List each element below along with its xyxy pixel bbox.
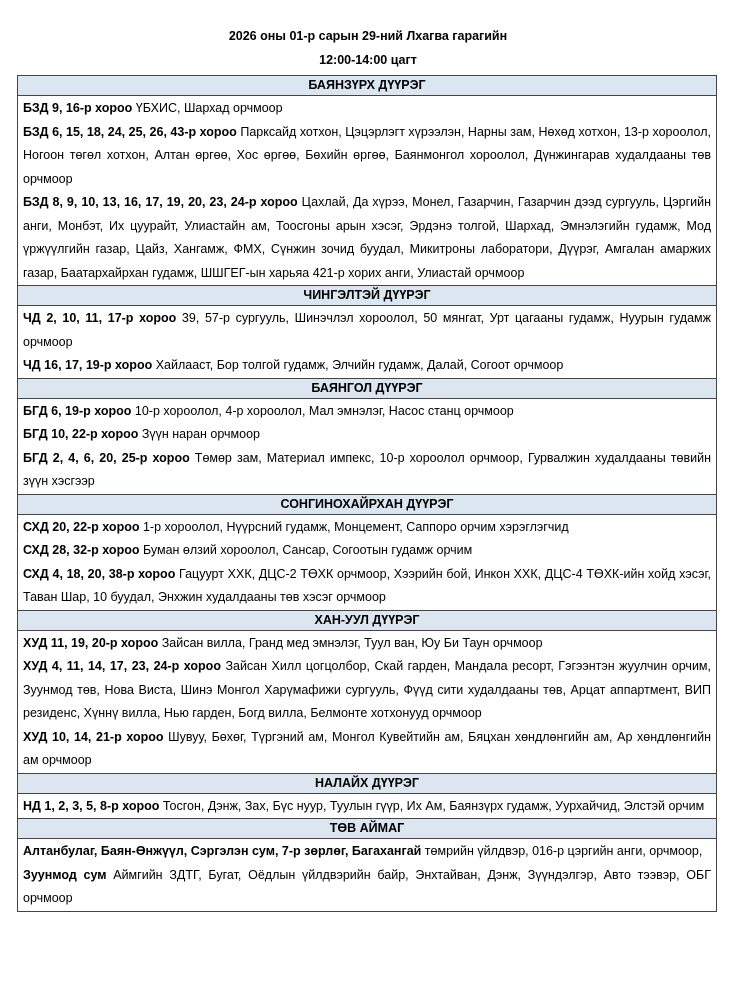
section-header-songinokhairkhan: СОНГИНОХАЙРХАН ДҮҮРЭГ — [18, 495, 716, 515]
district-code: БЗД 8, 9, 10, 13, 16, 17, 19, 20, 23, 24-р хороо — [23, 195, 298, 209]
area-list: 10-р хороолол, 4-р хороолол, Мал эмнэлэг, Насос станц орчмоор — [131, 403, 514, 418]
section-header-khan-uul: ХАН-УУЛ ДҮҮРЭГ — [18, 611, 716, 631]
list-item — [23, 423, 711, 447]
district-code: ЧД 16, 17, 19-р хороо — [23, 358, 153, 372]
district-code: СХД 28, 32-р хороо — [23, 543, 140, 557]
district-code: СХД 4, 18, 20, 38-р хороо — [23, 566, 176, 581]
section-bayanzurkh — [18, 96, 716, 286]
section-header-tuv-aimag: ТӨВ АЙМАГ — [18, 819, 716, 839]
list-item — [23, 539, 711, 563]
area-list: Хайлааст, Бор толгой гудамж, Элчийн гудамж, Далай, Согоот орчмоор — [152, 358, 564, 372]
section-khan-uul — [18, 631, 716, 774]
area-list: 39, 57-р сургууль, Шинэчлэл хороолол, 50 мянгат, Урт цагааны гудамж, Нуурын гудамж орчмоор — [23, 311, 711, 349]
district-code: БЗД 6, 15, 18, 24, 25, 26, 43-р хороо — [23, 124, 237, 139]
list-item — [23, 447, 711, 494]
district-code: Зуунмод сум — [23, 867, 107, 882]
district-code: СХД 20, 22-р хороо — [23, 519, 140, 534]
list-item — [23, 563, 711, 610]
section-header-bayangol: БАЯНГОЛ ДҮҮРЭГ — [18, 379, 716, 399]
district-code: БГД 2, 4, 6, 20, 25-р хороо — [23, 450, 190, 465]
district-code: БГД 10, 22-р хороо — [23, 427, 139, 441]
area-list: төмрийн үйлдвэр, 016-р цэргийн анги, орчмоор, — [421, 844, 703, 858]
district-code: БГД 6, 19-р хороо — [23, 403, 132, 418]
list-item — [23, 307, 711, 354]
list-item — [23, 97, 711, 121]
list-item — [23, 354, 711, 378]
list-item — [23, 726, 711, 773]
list-item — [23, 632, 711, 656]
district-code: ХУД 10, 14, 21-р хороо — [23, 729, 164, 744]
list-item — [23, 516, 711, 540]
section-header-nalaikh: НАЛАЙХ ДҮҮРЭГ — [18, 774, 716, 794]
time-range: 12:00-14:00 цагт — [319, 53, 417, 67]
list-item — [23, 400, 711, 424]
district-code: НД 1, 2, 3, 5, 8-р хороо — [23, 798, 160, 813]
area-list: Шувуу, Бөхөг, Түргэний ам, Монгол Кувейтийн ам, Бяцхан хөндлөнгийн ам, Ар хөндлөнгийн ам орчмоор — [23, 729, 711, 767]
section-chingeltei — [18, 306, 716, 379]
district-code: ХУД 11, 19, 20-р хороо — [23, 635, 159, 650]
area-list: ҮБХИС, Шархад орчмоор — [132, 101, 283, 115]
list-item — [23, 655, 711, 726]
district-code: ХУД 4, 11, 14, 17, 23, 24-р хороо — [23, 659, 221, 673]
area-list: Тосгон, Дэнж, Зах, Бүс нуур, Туулын гүүр, Их Ам, Баянзүрх гудамж, Уурхайчид, Элстэй орчим — [159, 798, 705, 813]
area-list: Цахлай, Да хүрээ, Монел, Газарчин, Газарчин дээд сургууль, Цэргийн анги, Монбэт, Их цуурайт, Улиастайн ам, Тоосгоны арын хэсэг, Эрдэнэ толгой, Шархад, Эмнэлэгийн гудамж, Мод үржүүлгийн газар, Цайз, Хангамж, ФМХ, Сүнжин зочид буудал, Микитроны лаборатори, Дүүрэг, Амгалан амаржих газар, Баатархайрхан гудамж, ШШГЕГ-ын харьяа 421-р хорих анги, Улиастай орчмоор — [23, 195, 711, 280]
document-title: 2026 оны 01-р сарын 29-ний Лхагва гарагийн — [228, 29, 508, 43]
area-list: Буман өлзий хороолол, Сансар, Согоотын гудамж орчим — [139, 543, 473, 557]
section-nalaikh — [18, 794, 716, 820]
outage-table — [17, 75, 717, 912]
section-tuv-aimag — [18, 839, 716, 911]
area-list: Төмөр зам, Материал импекс, 10-р хороолол орчмоор, Гурвалжин худалдааны төвийн зүүн хэсгээр — [23, 450, 711, 488]
district-code: ЧД 2, 10, 11, 17-р хороо — [23, 311, 177, 325]
list-item — [23, 795, 711, 819]
area-list: Аймгийн ЗДТГ, Бугат, Оёдлын үйлдвэрийн байр, Энхтайван, Дэнж, Зүүндэлгэр, Авто тээвэр, ОБГ орчмоор — [23, 867, 711, 905]
list-item — [23, 840, 711, 864]
area-list: Зайсан Хилл цогцолбор, Скай гарден, Мандала ресорт, Гэгээнтэн жуулчин орчим, Зуунмод төв, Нова Виста, Шинэ Монгол Харүмафижи сургууль, Фүүд сити худалдааны төв, Арцат аппартмент, ВИП резиденс, Хүннү вилла, Нью гарден, Богд вилла, Белмонте хотхонууд орчмоор — [23, 659, 711, 720]
section-songinokhairkhan — [18, 515, 716, 611]
list-item — [23, 121, 711, 192]
section-header-bayanzurkh: БАЯНЗҮРХ ДҮҮРЭГ — [18, 76, 716, 96]
area-list: Гацуурт ХХК, ДЦС-2 ТӨХК орчмоор, Хээрийн бой, Инкон ХХК, ДЦС-4 ТӨХК-ийн хойд хэсэг, Таван Шар, 10 буудал, Энхжин худалдааны төв хэсэг орчмоор — [23, 566, 711, 604]
section-header-chingeltei: ЧИНГЭЛТЭЙ ДҮҮРЭГ — [18, 286, 716, 306]
district-code: БЗД 9, 16-р хороо — [23, 101, 133, 115]
list-item — [23, 191, 711, 285]
list-item — [23, 864, 711, 911]
area-list: Зайсан вилла, Гранд мед эмнэлэг, Туул ван, Юу Би Таун орчмоор — [158, 635, 543, 650]
section-bayangol — [18, 399, 716, 495]
area-list: Парксайд хотхон, Цэцэрлэгт хүрээлэн, Нарны зам, Нөхөд хотхон, 13-р хороолол, Ногоон төгөл хотхон, Алтан өргөө, Хос өргөө, Бөхийн өргөө, Баянмонгол хороолол, Дүнжингарав худалдааны төв орчмоор — [23, 124, 711, 186]
area-list: Зүүн наран орчмоор — [138, 427, 260, 441]
district-code: Алтанбулаг, Баян-Өнжүүл, Сэргэлэн сум, 7-р зөрлөг, Багахангай — [23, 844, 422, 858]
area-list: 1-р хороолол, Нүүрсний гудамж, Монцемент, Саппоро орчим хэрэглэгчид — [139, 519, 569, 534]
